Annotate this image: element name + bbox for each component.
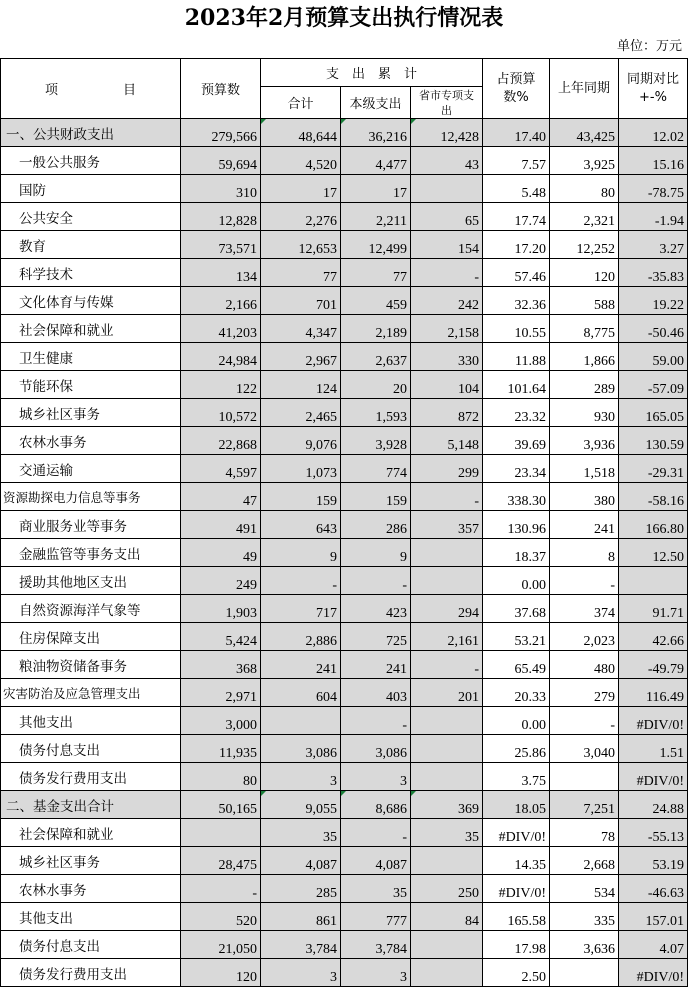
last-year-cell: 12,252 [550,231,619,259]
yoy-cell: -78.75 [619,175,688,203]
yoy-cell: 116.49 [619,679,688,707]
header-total: 合计 [261,87,341,119]
total-cell: 77 [261,259,341,287]
special-cell: 357 [411,511,483,539]
table-row [1,735,688,763]
total-cell: 701 [261,287,341,315]
table-row [1,231,688,259]
table-row [1,651,688,679]
special-cell: 104 [411,371,483,399]
budget-cell: 28,475 [181,847,261,875]
row-label: 其他支出 [1,707,181,735]
table-row [1,875,688,903]
special-cell [411,707,483,735]
local-cell: 403 [341,679,411,707]
last-year-cell: 380 [550,483,619,511]
special-cell: 2,158 [411,315,483,343]
last-year-cell: - [550,707,619,735]
yoy-cell: -46.63 [619,875,688,903]
budget-cell: 5,424 [181,623,261,651]
special-cell: 2,161 [411,623,483,651]
pct-cell: 23.34 [483,455,550,483]
special-cell: 250 [411,875,483,903]
yoy-cell: 157.01 [619,903,688,931]
total-cell: 48,644 [261,119,341,147]
budget-cell: 491 [181,511,261,539]
last-year-cell: 43,425 [550,119,619,147]
local-cell: - [341,567,411,595]
yoy-cell: -58.16 [619,483,688,511]
local-cell: 2,211 [341,203,411,231]
local-cell: 8,686 [341,791,411,819]
special-cell: - [411,483,483,511]
pct-cell: 5.48 [483,175,550,203]
row-label: 灾害防治及应急管理支出 [1,679,181,707]
local-cell: - [341,707,411,735]
yoy-cell: -55.13 [619,819,688,847]
yoy-cell: 59.00 [619,343,688,371]
total-cell: 604 [261,679,341,707]
local-cell: 2,189 [341,315,411,343]
row-label: 节能环保 [1,371,181,399]
header-yoy: 同期对比+-% [619,59,688,119]
pct-cell: 17.98 [483,931,550,959]
last-year-cell: 930 [550,399,619,427]
local-cell: 20 [341,371,411,399]
pct-cell: 18.05 [483,791,550,819]
local-cell: 3 [341,763,411,791]
pct-cell: 11.88 [483,343,550,371]
table-row [1,399,688,427]
page-title: 2023年2月预算支出执行情况表 [184,5,504,31]
last-year-cell: 534 [550,875,619,903]
budget-cell: 24,984 [181,343,261,371]
last-year-cell: 78 [550,819,619,847]
local-cell: 3 [341,959,411,987]
budget-cell: 368 [181,651,261,679]
pct-cell: 37.68 [483,595,550,623]
total-cell: 4,347 [261,315,341,343]
pct-cell: 130.96 [483,511,550,539]
table-row [1,539,688,567]
row-label: 债务发行费用支出 [1,959,181,987]
row-label: 其他支出 [1,903,181,931]
total-cell: 12,653 [261,231,341,259]
pct-cell: 165.58 [483,903,550,931]
local-cell: 3,928 [341,427,411,455]
row-label: 一、公共财政支出 [1,119,181,147]
last-year-cell: 120 [550,259,619,287]
total-cell: 2,967 [261,343,341,371]
row-label: 教育 [1,231,181,259]
budget-cell: 12,828 [181,203,261,231]
row-label: 城乡社区事务 [1,399,181,427]
total-cell: 861 [261,903,341,931]
local-cell: 459 [341,287,411,315]
pct-cell: 14.35 [483,847,550,875]
last-year-cell: 3,925 [550,147,619,175]
total-cell [261,707,341,735]
local-cell: 777 [341,903,411,931]
total-cell: 3,086 [261,735,341,763]
yoy-cell: 165.05 [619,399,688,427]
total-cell: 241 [261,651,341,679]
budget-cell: 2,971 [181,679,261,707]
table-row [1,175,688,203]
row-label: 粮油物资储备事务 [1,651,181,679]
last-year-cell: 279 [550,679,619,707]
special-cell [411,931,483,959]
total-cell: 17 [261,175,341,203]
yoy-cell: 91.71 [619,595,688,623]
pct-cell: 101.64 [483,371,550,399]
special-cell [411,735,483,763]
yoy-cell: 53.19 [619,847,688,875]
special-cell: 299 [411,455,483,483]
row-label: 商业服务业等事务 [1,511,181,539]
last-year-cell: 480 [550,651,619,679]
pct-cell: 20.33 [483,679,550,707]
total-cell: 2,886 [261,623,341,651]
last-year-cell: 3,936 [550,427,619,455]
total-cell: 9,076 [261,427,341,455]
local-cell: 4,477 [341,147,411,175]
last-year-cell: 3,040 [550,735,619,763]
yoy-cell: 19.22 [619,287,688,315]
budget-cell: 49 [181,539,261,567]
header-item: 项 目 [1,59,181,119]
row-label: 资源勘探电力信息等事务 [1,483,181,511]
total-cell: 717 [261,595,341,623]
row-label: 住房保障支出 [1,623,181,651]
yoy-cell: 24.88 [619,791,688,819]
special-cell: - [411,651,483,679]
last-year-cell: 3,636 [550,931,619,959]
last-year-cell: 289 [550,371,619,399]
table-row [1,511,688,539]
table-row [1,791,688,819]
budget-cell: 120 [181,959,261,987]
table-row [1,679,688,707]
budget-cell: 73,571 [181,231,261,259]
local-cell: 35 [341,875,411,903]
pct-cell: 25.86 [483,735,550,763]
last-year-cell: 335 [550,903,619,931]
table-row [1,343,688,371]
total-cell: 3 [261,959,341,987]
local-cell: 725 [341,623,411,651]
total-cell: 1,073 [261,455,341,483]
table-row [1,203,688,231]
table-row [1,567,688,595]
last-year-cell: - [550,567,619,595]
pct-cell: 2.50 [483,959,550,987]
yoy-cell: 12.50 [619,539,688,567]
table-row [1,903,688,931]
local-cell: 12,499 [341,231,411,259]
pct-cell: 39.69 [483,427,550,455]
total-cell: 643 [261,511,341,539]
budget-cell: 59,694 [181,147,261,175]
total-cell: 4,087 [261,847,341,875]
header-budget: 预算数 [181,59,261,119]
budget-cell: 21,050 [181,931,261,959]
budget-cell: 3,000 [181,707,261,735]
yoy-cell: #DIV/0! [619,959,688,987]
table-row [1,119,688,147]
table-row [1,483,688,511]
total-cell: 9,055 [261,791,341,819]
special-cell: 35 [411,819,483,847]
last-year-cell: 8 [550,539,619,567]
local-cell: 9 [341,539,411,567]
budget-cell: 310 [181,175,261,203]
last-year-cell [550,763,619,791]
special-cell: 872 [411,399,483,427]
local-cell: - [341,819,411,847]
table-row [1,847,688,875]
table-row [1,287,688,315]
row-label: 文化体育与传媒 [1,287,181,315]
yoy-cell: 12.02 [619,119,688,147]
yoy-cell: 1.51 [619,735,688,763]
last-year-cell: 588 [550,287,619,315]
special-cell: - [411,259,483,287]
local-cell: 423 [341,595,411,623]
budget-cell: 279,566 [181,119,261,147]
special-cell [411,567,483,595]
special-cell: 5,148 [411,427,483,455]
pct-cell: 3.75 [483,763,550,791]
total-cell: 2,465 [261,399,341,427]
budget-cell: - [181,875,261,903]
row-label: 二、基金支出合计 [1,791,181,819]
total-cell: 4,520 [261,147,341,175]
table-row [1,259,688,287]
row-label: 国防 [1,175,181,203]
last-year-cell: 2,023 [550,623,619,651]
pct-cell: 338.30 [483,483,550,511]
pct-cell: 65.49 [483,651,550,679]
special-cell: 330 [411,343,483,371]
yoy-cell: #DIV/0! [619,763,688,791]
budget-cell [181,819,261,847]
last-year-cell: 80 [550,175,619,203]
local-cell: 17 [341,175,411,203]
yoy-cell: 130.59 [619,427,688,455]
special-cell [411,175,483,203]
total-cell: 2,276 [261,203,341,231]
last-year-cell: 374 [550,595,619,623]
local-cell: 1,593 [341,399,411,427]
budget-cell: 2,166 [181,287,261,315]
header-cumulative: 支 出 累 计 [261,59,483,87]
budget-cell: 1,903 [181,595,261,623]
row-label: 城乡社区事务 [1,847,181,875]
local-cell: 2,637 [341,343,411,371]
pct-cell: 18.37 [483,539,550,567]
budget-cell: 41,203 [181,315,261,343]
yoy-cell: #DIV/0! [619,707,688,735]
total-cell: 3,784 [261,931,341,959]
pct-cell: 17.40 [483,119,550,147]
special-cell: 242 [411,287,483,315]
special-cell: 369 [411,791,483,819]
local-cell: 159 [341,483,411,511]
last-year-cell: 1,518 [550,455,619,483]
yoy-cell: -29.31 [619,455,688,483]
row-label: 债务发行费用支出 [1,763,181,791]
table-row [1,819,688,847]
special-cell [411,763,483,791]
budget-cell: 50,165 [181,791,261,819]
row-label: 科学技术 [1,259,181,287]
pct-cell: 32.36 [483,287,550,315]
pct-cell: 23.32 [483,399,550,427]
yoy-cell: -57.09 [619,371,688,399]
budget-cell: 22,868 [181,427,261,455]
yoy-cell: -35.83 [619,259,688,287]
yoy-cell: 3.27 [619,231,688,259]
row-label: 债务付息支出 [1,735,181,763]
special-cell [411,959,483,987]
last-year-cell: 8,775 [550,315,619,343]
pct-cell: 17.74 [483,203,550,231]
last-year-cell [550,959,619,987]
pct-cell: 7.57 [483,147,550,175]
row-label: 自然资源海洋气象等 [1,595,181,623]
budget-cell: 520 [181,903,261,931]
budget-cell: 134 [181,259,261,287]
total-cell: 124 [261,371,341,399]
row-label: 一般公共服务 [1,147,181,175]
local-cell: 3,784 [341,931,411,959]
budget-cell: 4,597 [181,455,261,483]
header-local: 本级支出 [341,87,411,119]
pct-cell: 53.21 [483,623,550,651]
pct-cell: 57.46 [483,259,550,287]
local-cell: 4,087 [341,847,411,875]
table-row [1,931,688,959]
yoy-cell: 15.16 [619,147,688,175]
special-cell: 65 [411,203,483,231]
last-year-cell: 1,866 [550,343,619,371]
last-year-cell: 2,321 [550,203,619,231]
budget-cell: 80 [181,763,261,791]
budget-cell: 249 [181,567,261,595]
table-row [1,427,688,455]
special-cell [411,539,483,567]
row-label: 卫生健康 [1,343,181,371]
budget-cell: 11,935 [181,735,261,763]
total-cell: 9 [261,539,341,567]
row-label: 交通运输 [1,455,181,483]
last-year-cell: 241 [550,511,619,539]
pct-cell: #DIV/0! [483,819,550,847]
row-label: 债务付息支出 [1,931,181,959]
table-row [1,595,688,623]
yoy-cell: -49.79 [619,651,688,679]
special-cell: 84 [411,903,483,931]
row-label: 金融监管等事务支出 [1,539,181,567]
pct-cell: #DIV/0! [483,875,550,903]
header-last-year: 上年同期 [550,59,619,119]
last-year-cell: 2,668 [550,847,619,875]
table-row [1,763,688,791]
local-cell: 774 [341,455,411,483]
row-label: 社会保障和就业 [1,315,181,343]
local-cell: 36,216 [341,119,411,147]
special-cell: 43 [411,147,483,175]
total-cell: 35 [261,819,341,847]
total-cell: 285 [261,875,341,903]
unit-label: 单位：万元 [616,39,682,54]
table-row [1,455,688,483]
row-label: 农林水事务 [1,875,181,903]
row-label: 公共安全 [1,203,181,231]
special-cell [411,847,483,875]
row-label: 援助其他地区支出 [1,567,181,595]
header-special: 省市专项支出 [411,87,483,119]
total-cell: - [261,567,341,595]
header-pct: 占预算数% [483,59,550,119]
yoy-cell [619,567,688,595]
local-cell: 286 [341,511,411,539]
special-cell: 12,428 [411,119,483,147]
pct-cell: 0.00 [483,707,550,735]
table-row [1,147,688,175]
table-row [1,371,688,399]
yoy-cell: 4.07 [619,931,688,959]
table-row [1,623,688,651]
yoy-cell: -50.46 [619,315,688,343]
yoy-cell: -1.94 [619,203,688,231]
special-cell: 294 [411,595,483,623]
budget-table [0,58,688,987]
local-cell: 77 [341,259,411,287]
row-label: 社会保障和就业 [1,819,181,847]
local-cell: 3,086 [341,735,411,763]
total-cell: 3 [261,763,341,791]
budget-cell: 47 [181,483,261,511]
last-year-cell: 7,251 [550,791,619,819]
local-cell: 241 [341,651,411,679]
yoy-cell: 42.66 [619,623,688,651]
special-cell: 201 [411,679,483,707]
yoy-cell: 166.80 [619,511,688,539]
budget-cell: 122 [181,371,261,399]
total-cell: 159 [261,483,341,511]
budget-cell: 10,572 [181,399,261,427]
pct-cell: 10.55 [483,315,550,343]
pct-cell: 17.20 [483,231,550,259]
special-cell: 154 [411,231,483,259]
row-label: 农林水事务 [1,427,181,455]
table-row [1,315,688,343]
table-row [1,959,688,987]
pct-cell: 0.00 [483,567,550,595]
table-row [1,707,688,735]
